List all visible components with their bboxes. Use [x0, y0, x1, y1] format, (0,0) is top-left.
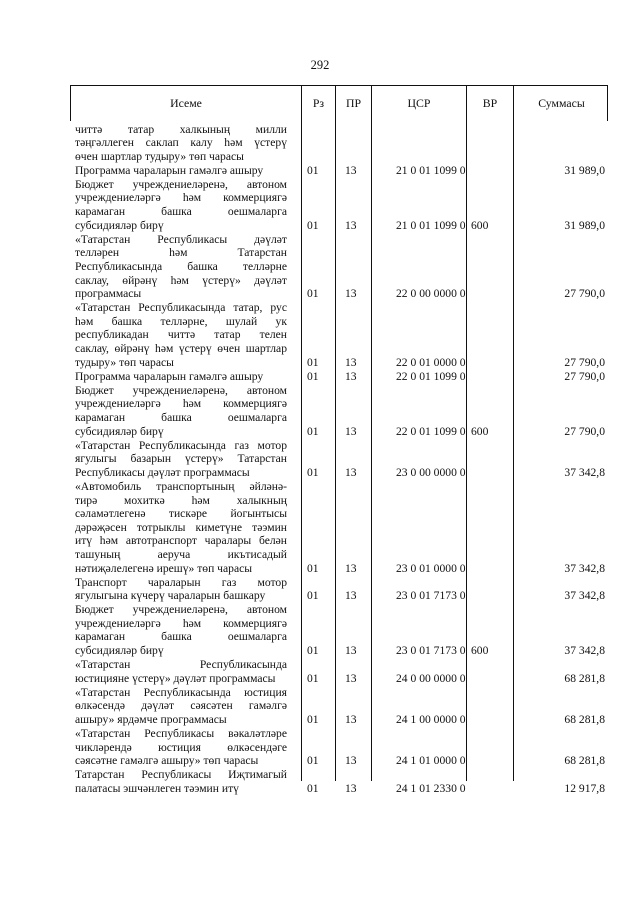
row-name-line: юстицияне үстерү» дәүләт программасы — [75, 671, 276, 685]
row-name — [75, 727, 287, 768]
row-csr: 21 0 01 1099 0 — [396, 163, 466, 177]
row-pr: 13 — [345, 465, 357, 479]
table-row — [75, 370, 605, 384]
row-name — [75, 658, 287, 685]
row-name-line: телләрен һәм Татарстан — [75, 246, 287, 260]
table-row — [75, 301, 605, 369]
row-name-line: карамаган башка оешмаларга — [75, 630, 287, 644]
row-name-line: «Татарстан Республикасында татар, рус — [75, 301, 287, 315]
row-rz: 01 — [307, 424, 319, 438]
row-sum: 31 989,0 — [564, 163, 605, 177]
row-name-line: тудыру» төп чарасы — [75, 355, 174, 369]
row-vr: 600 — [471, 424, 489, 438]
column-header-pr: ПР — [336, 86, 372, 121]
row-csr: 24 1 00 0000 0 — [396, 713, 466, 727]
column-header-name: Исеме — [71, 86, 302, 121]
row-pr: 13 — [345, 218, 357, 232]
row-name — [75, 384, 287, 438]
row-sum: 27 790,0 — [564, 424, 605, 438]
table-row — [75, 164, 605, 178]
row-rz: 01 — [307, 754, 319, 768]
row-name — [75, 233, 287, 301]
row-name-line: сәламәтлегенә тискәре йогынтысы — [75, 507, 287, 521]
row-name-line: ташуның аеруча икътисадый — [75, 547, 287, 561]
row-name-line: Татарстан Республикасы Иҗтимагый — [75, 768, 287, 782]
row-csr: 22 0 01 0000 0 — [396, 355, 466, 369]
row-rz: 01 — [307, 644, 319, 658]
row-name — [75, 439, 287, 480]
row-name-line: «Татарстан Республикасы дәүләт — [75, 232, 287, 246]
table-row — [75, 178, 605, 232]
row-name-line: ягулыгы базарын үстерү» Татарстан — [75, 452, 287, 466]
row-name-line: Транспорт чараларын газ мотор — [75, 575, 287, 589]
row-rz: 01 — [307, 355, 319, 369]
row-pr: 13 — [345, 782, 357, 795]
row-name-line: итү һәм автотранспорт чаралары белән — [75, 534, 287, 548]
table-row — [75, 439, 605, 480]
row-name-line: «Татарстан Республикасында газ мотор — [75, 438, 287, 452]
row-pr: 13 — [345, 589, 357, 603]
row-name-line: чикләрендә юстиция өлкәсендәге — [75, 740, 287, 754]
table-row — [75, 603, 605, 657]
column-header-csr: ЦСР — [372, 86, 467, 121]
row-name — [75, 370, 287, 384]
row-vr: 600 — [471, 644, 489, 658]
row-name-line: саклау, өйрәнү һәм үстерү» дәүләт — [75, 273, 287, 287]
row-csr: 23 0 01 7173 0 — [396, 589, 466, 603]
row-name — [75, 686, 287, 727]
row-name-line: учреждениеләргә һәм коммерциягә — [75, 616, 287, 630]
row-name — [75, 301, 287, 369]
row-name — [75, 576, 287, 603]
row-name-line: «Автомобиль транспортының әйләнә- — [75, 479, 287, 493]
row-csr: 23 0 00 0000 0 — [396, 465, 466, 479]
row-rz: 01 — [307, 218, 319, 232]
row-name — [75, 178, 287, 232]
row-name — [75, 768, 287, 795]
row-csr: 24 0 00 0000 0 — [396, 671, 466, 685]
row-sum: 37 342,8 — [564, 561, 605, 575]
row-name-line: Бюджет учреждениеләренә, автоном — [75, 383, 287, 397]
row-name-line: тирә мохиткә һәм халыкның — [75, 493, 287, 507]
row-csr: 23 0 01 0000 0 — [396, 561, 466, 575]
row-pr: 13 — [345, 561, 357, 575]
row-rz: 01 — [307, 713, 319, 727]
row-name-line: учреждениеләргә һәм коммерциягә — [75, 191, 287, 205]
table-body — [75, 122, 605, 796]
row-name-line: ягулыгына күчерү чараларын башкару — [75, 589, 266, 603]
row-rz: 01 — [307, 561, 319, 575]
row-name-line: Бюджет учреждениеләренә, автоном — [75, 177, 287, 191]
row-name — [75, 164, 287, 178]
row-sum: 31 989,0 — [564, 218, 605, 232]
column-header-sum: Суммасы — [538, 96, 585, 110]
row-pr: 13 — [345, 287, 357, 301]
row-name-line: учреждениеләргә һәм коммерциягә — [75, 397, 287, 411]
row-name-line: субсидияләр бирү — [75, 424, 164, 438]
row-name-line: Бюджет учреждениеләренә, автоном — [75, 603, 287, 617]
row-name-line: «Татарстан Республикасында юстиция — [75, 685, 287, 699]
row-name-line: карамаган башка оешмаларга — [75, 410, 287, 424]
row-pr: 13 — [345, 355, 357, 369]
row-name-line: Республикасы дәүләт программасы — [75, 465, 250, 479]
row-csr: 23 0 01 7173 0 — [396, 644, 466, 658]
row-csr: 24 1 01 0000 0 — [396, 754, 466, 768]
row-csr: 22 0 00 0000 0 — [396, 287, 466, 301]
row-name-line: карамаган башка оешмаларга — [75, 205, 287, 219]
row-rz: 01 — [307, 671, 319, 685]
row-pr: 13 — [345, 369, 357, 383]
row-name-line: ашыру» ярдәмче программасы — [75, 713, 227, 727]
row-name-line: дәрәҗәсен тотрыклы киметүне тәэмин — [75, 520, 287, 534]
column-header-vr: ВР — [467, 86, 514, 121]
row-pr: 13 — [345, 163, 357, 177]
row-name-line: өлкәсендә дәүләт сәясәтен гамәлгә — [75, 699, 287, 713]
row-sum: 37 342,8 — [564, 465, 605, 479]
table-row — [75, 686, 605, 727]
row-sum: 27 790,0 — [564, 355, 605, 369]
row-name-line: программасы — [75, 287, 142, 301]
row-name-line: саклау, өйрәнү һәм үстерү өчен шартлар — [75, 342, 287, 355]
row-sum: 12 917,8 — [564, 782, 605, 795]
page-number: 292 — [310, 58, 330, 72]
row-sum: 37 342,8 — [564, 589, 605, 603]
row-name-line: тәңгәллеген саклап калу һәм үстерү — [75, 136, 287, 150]
row-name-line: сәясәтне гамәлгә ашыру» төп чарасы — [75, 754, 259, 768]
row-name — [75, 603, 287, 657]
row-sum: 68 281,8 — [564, 754, 605, 768]
row-sum: 68 281,8 — [564, 713, 605, 727]
row-name-line: субсидияләр бирү — [75, 218, 164, 232]
row-csr: 22 0 01 1099 0 — [396, 424, 466, 438]
table-row — [75, 480, 605, 575]
table-row — [75, 123, 605, 164]
row-rz: 01 — [307, 163, 319, 177]
row-rz: 01 — [307, 287, 319, 301]
table-header — [70, 85, 608, 121]
row-pr: 13 — [345, 754, 357, 768]
row-name — [75, 480, 287, 575]
row-sum: 27 790,0 — [564, 287, 605, 301]
row-pr: 13 — [345, 713, 357, 727]
row-name-line: субсидияләр бирү — [75, 644, 164, 658]
column-header-rz: Рз — [302, 86, 336, 121]
row-csr: 22 0 01 1099 0 — [396, 369, 466, 383]
row-sum: 37 342,8 — [564, 644, 605, 658]
row-pr: 13 — [345, 644, 357, 658]
row-name-line: нәтиҗәлелегенә ирешү» төп чарасы — [75, 561, 253, 575]
table-row — [75, 384, 605, 438]
row-name-line: палатасы эшчәнлеген тәэмин итү — [75, 782, 239, 795]
row-name-line: һәм башка телләрне, шулай ук — [75, 314, 287, 328]
row-name-line: Программа чараларын гамәлгә ашыру — [75, 163, 264, 177]
row-rz: 01 — [307, 465, 319, 479]
row-name-line: «Татарстан Республикасында — [75, 658, 287, 672]
table-row — [75, 233, 605, 301]
row-name-line: республикадан читтә татар телен — [75, 328, 287, 342]
table-row — [75, 768, 605, 795]
row-rz: 01 — [307, 589, 319, 603]
table-row — [75, 727, 605, 768]
row-csr: 21 0 01 1099 0 — [396, 218, 466, 232]
row-name-line: Республикасында башка телләрне — [75, 259, 287, 273]
row-name-line: өчен шартлар тудыру» төп чарасы — [75, 149, 244, 163]
row-vr: 600 — [471, 218, 489, 232]
row-name-line: Программа чараларын гамәлгә ашыру — [75, 369, 264, 383]
row-rz: 01 — [307, 782, 319, 795]
row-sum: 27 790,0 — [564, 369, 605, 383]
row-name — [75, 123, 287, 164]
table-row — [75, 658, 605, 685]
row-csr: 24 1 01 2330 0 — [396, 782, 466, 795]
row-pr: 13 — [345, 424, 357, 438]
row-pr: 13 — [345, 671, 357, 685]
row-sum: 68 281,8 — [564, 671, 605, 685]
row-name-line: «Татарстан Республикасы вәкаләтләре — [75, 727, 287, 741]
row-rz: 01 — [307, 369, 319, 383]
row-name-line: читтә татар халкының милли — [75, 122, 287, 136]
table-row — [75, 576, 605, 603]
